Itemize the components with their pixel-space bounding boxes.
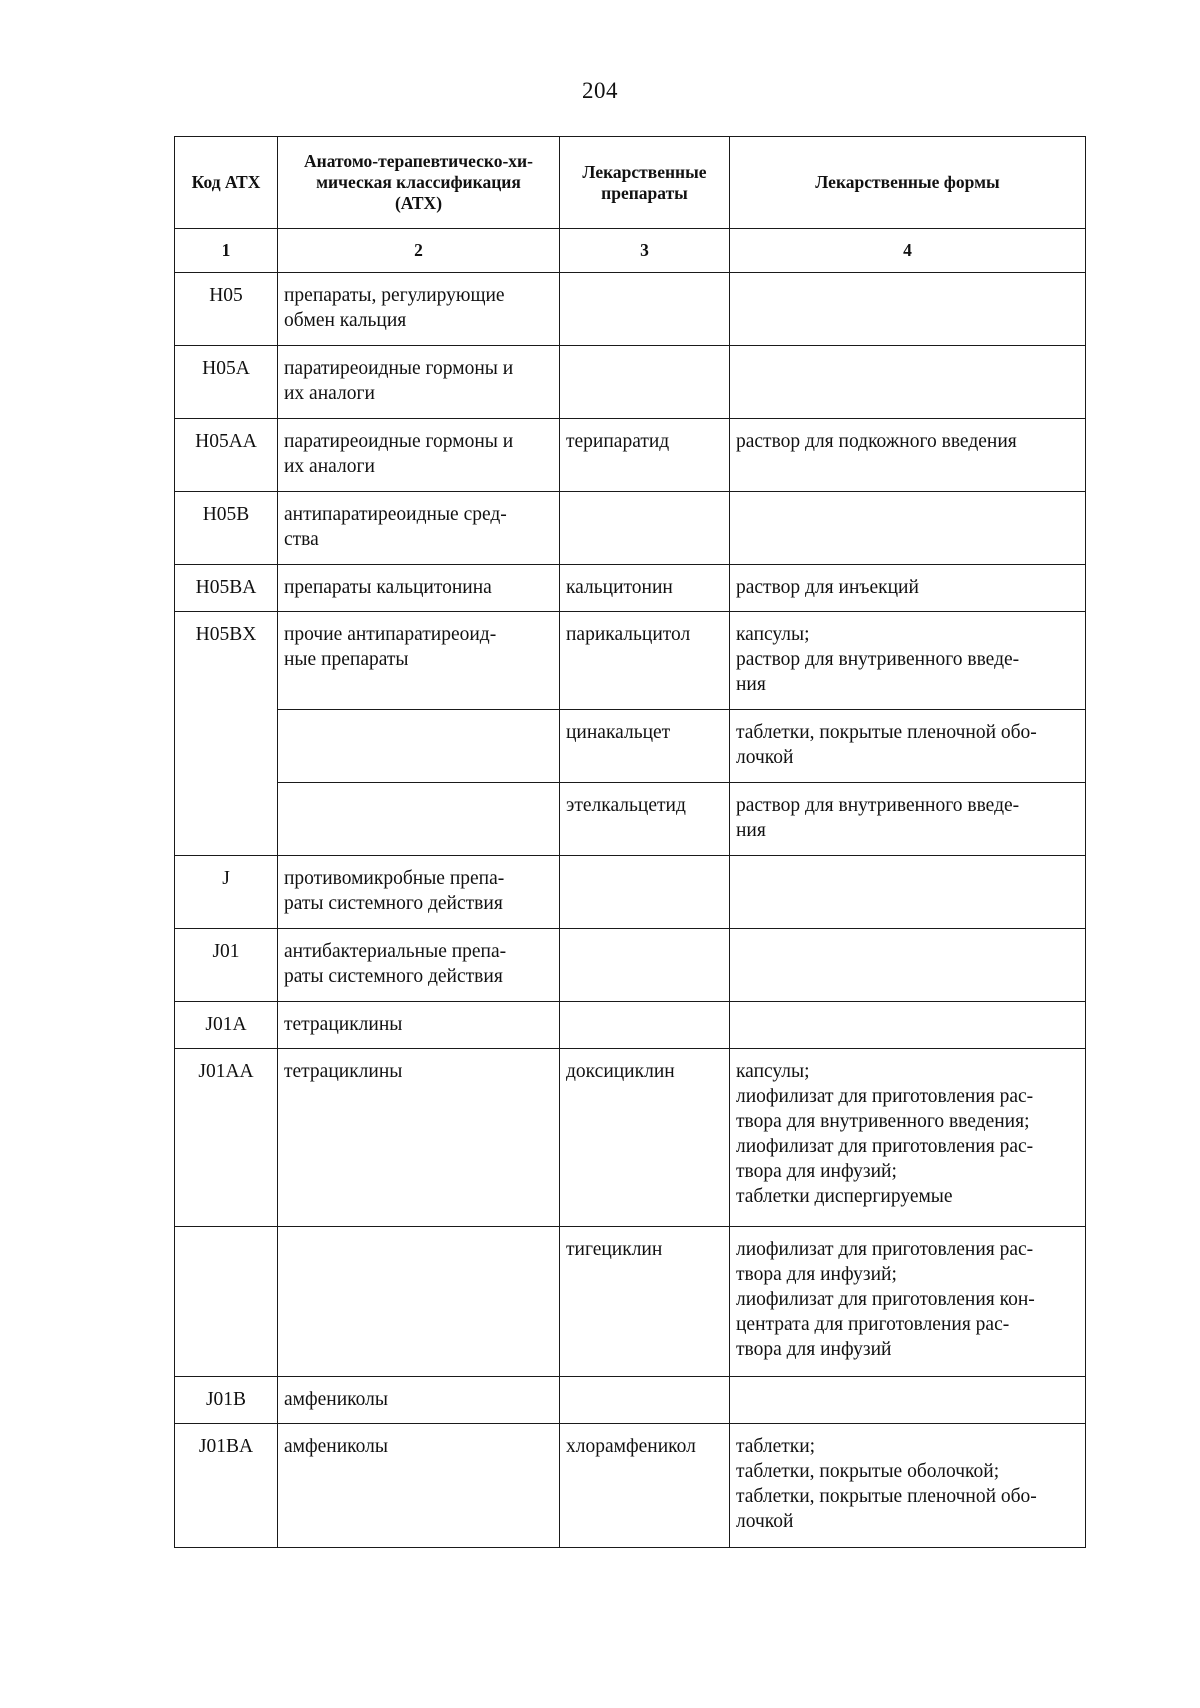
table-row: [175, 1049, 1086, 1227]
drug-name: цинакальцет: [560, 710, 730, 783]
table-row: [175, 1377, 1086, 1424]
dosage-forms: [730, 1002, 1086, 1049]
dosage-forms: [730, 856, 1086, 929]
atx-table: [174, 136, 1086, 1548]
atx-classification: препараты, регулирующие обмен кальция: [278, 273, 560, 346]
table-row: [175, 492, 1086, 565]
table-row: [175, 612, 1086, 710]
table-row: [175, 346, 1086, 419]
table-row: [175, 565, 1086, 612]
atx-code: H05BX: [175, 612, 278, 856]
dosage-forms: [730, 492, 1086, 565]
page-number: 204: [582, 78, 618, 103]
dosage-forms: капсулы; раствор для внутривенного введе- ния: [730, 612, 1086, 710]
column-number-4: 4: [730, 229, 1086, 273]
atx-classification: антипаратиреоидные сред- ства: [278, 492, 560, 565]
table-row: [175, 1227, 1086, 1377]
drug-name: терипаратид: [560, 419, 730, 492]
atx-classification: противомикробные препа- раты системного действия: [278, 856, 560, 929]
atx-code: J01AA: [175, 1049, 278, 1227]
atx-code: [175, 1227, 278, 1377]
atx-code: H05A: [175, 346, 278, 419]
dosage-forms: раствор для инъекций: [730, 565, 1086, 612]
atx-classification: паратиреоидные гормоны и их аналоги: [278, 346, 560, 419]
dosage-forms: лиофилизат для приготовления рас- твора для инфузий; лиофилизат для приготовления кон- центрата для приготовления рас- твора для инфузий: [730, 1227, 1086, 1377]
atx-classification: антибактериальные препа- раты системного действия: [278, 929, 560, 1002]
column-number-1: 1: [175, 229, 278, 273]
atx-classification: паратиреоидные гормоны и их аналоги: [278, 419, 560, 492]
drug-name: [560, 346, 730, 419]
atx-code: H05B: [175, 492, 278, 565]
atx-code: H05BA: [175, 565, 278, 612]
drug-name: [560, 856, 730, 929]
drug-name: [560, 1377, 730, 1424]
table-row: [175, 856, 1086, 929]
drug-name: доксициклин: [560, 1049, 730, 1227]
atx-classification: прочие антипаратиреоид- ные препараты: [278, 612, 560, 710]
atx-classification: тетрациклины: [278, 1002, 560, 1049]
drug-name: [560, 929, 730, 1002]
column-number-2: 2: [278, 229, 560, 273]
table-row: [175, 929, 1086, 1002]
drug-name: тигециклин: [560, 1227, 730, 1377]
drug-name: [560, 1002, 730, 1049]
atx-code: H05AA: [175, 419, 278, 492]
table-header-row: [175, 137, 1086, 229]
atx-code: J01A: [175, 1002, 278, 1049]
atx-classification: препараты кальцитонина: [278, 565, 560, 612]
dosage-forms: раствор для подкожного введения: [730, 419, 1086, 492]
atx-code: J: [175, 856, 278, 929]
atx-classification: амфениколы: [278, 1424, 560, 1548]
table-row: [175, 710, 1086, 783]
atx-code: J01: [175, 929, 278, 1002]
drug-name: [560, 492, 730, 565]
drug-name: этелкальцетид: [560, 783, 730, 856]
dosage-forms: [730, 1377, 1086, 1424]
header-classification: Анатомо-терапевтическо-хи- мическая классификация (АТХ): [278, 137, 560, 229]
drug-name: хлорамфеникол: [560, 1424, 730, 1548]
atx-code: H05: [175, 273, 278, 346]
atx-classification: [278, 710, 560, 783]
atx-code: J01BA: [175, 1424, 278, 1548]
dosage-forms: [730, 346, 1086, 419]
column-number-3: 3: [560, 229, 730, 273]
header-code: Код АТХ: [175, 137, 278, 229]
dosage-forms: раствор для внутривенного введе- ния: [730, 783, 1086, 856]
header-drugs: Лекарственные препараты: [560, 137, 730, 229]
atx-classification: [278, 783, 560, 856]
table-row: [175, 1002, 1086, 1049]
drug-name: парикальцитол: [560, 612, 730, 710]
drug-name: кальцитонин: [560, 565, 730, 612]
table-row: [175, 783, 1086, 856]
table-row: [175, 273, 1086, 346]
atx-classification: [278, 1227, 560, 1377]
column-number-row: [175, 229, 1086, 273]
atx-classification: тетрациклины: [278, 1049, 560, 1227]
table-row: [175, 419, 1086, 492]
header-forms: Лекарственные формы: [730, 137, 1086, 229]
dosage-forms: [730, 929, 1086, 1002]
atx-code: J01B: [175, 1377, 278, 1424]
dosage-forms: таблетки, покрытые пленочной обо- лочкой: [730, 710, 1086, 783]
dosage-forms: [730, 273, 1086, 346]
table-row: [175, 1424, 1086, 1548]
dosage-forms: таблетки; таблетки, покрытые оболочкой; таблетки, покрытые пленочной обо- лочкой: [730, 1424, 1086, 1548]
drug-name: [560, 273, 730, 346]
atx-classification: амфениколы: [278, 1377, 560, 1424]
dosage-forms: капсулы; лиофилизат для приготовления рас- твора для внутривенного введения; лиофилизат для приготовления рас- твора для инфузий; таблетки диспергируемые: [730, 1049, 1086, 1227]
